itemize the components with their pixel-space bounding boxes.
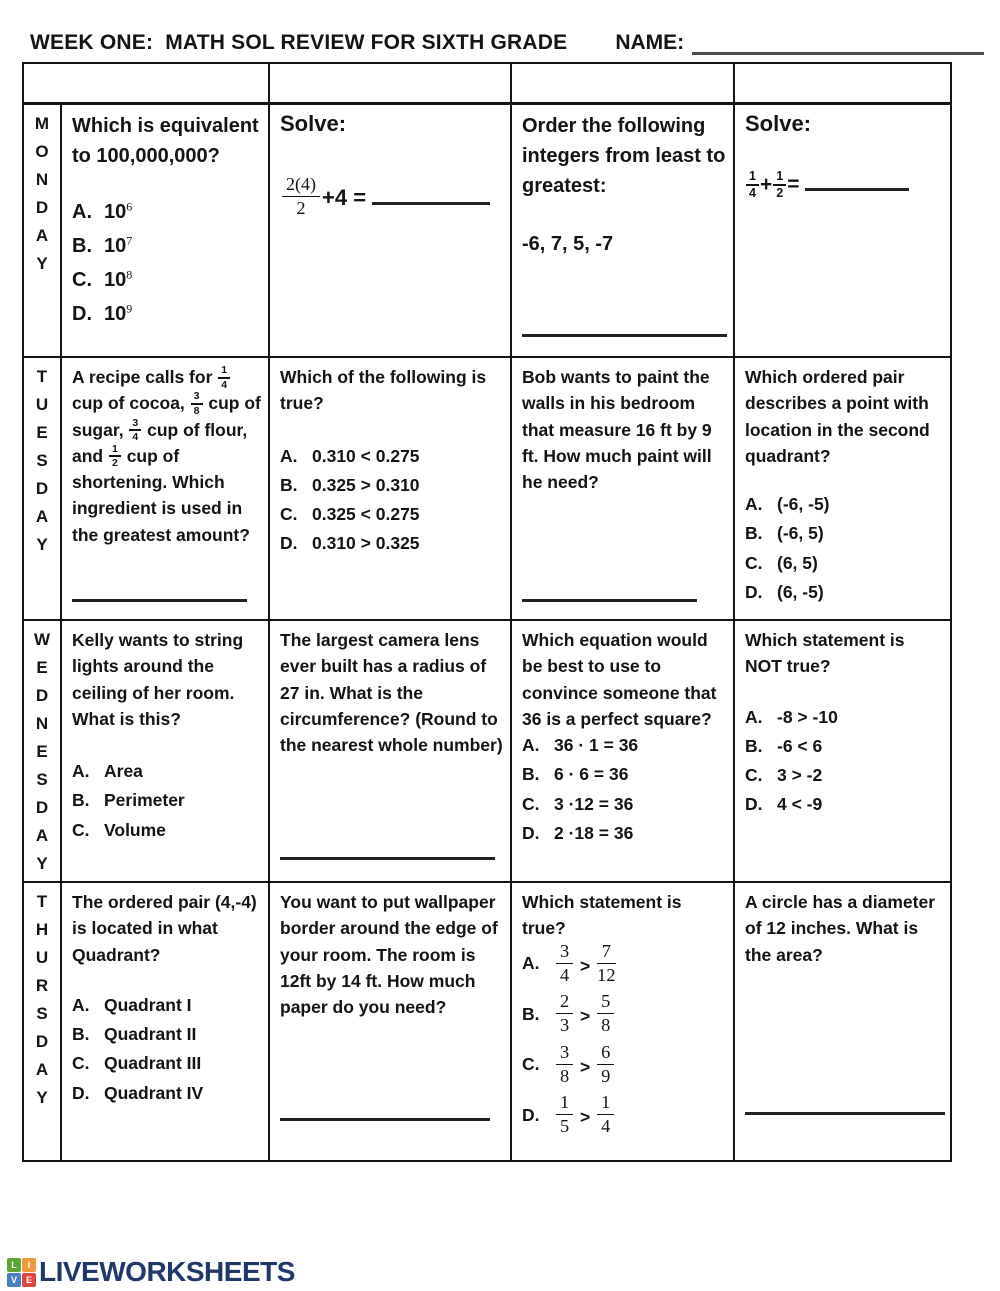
option-text: $\frac{1}{5}$ > $\frac{1}{4}$: [554, 1093, 616, 1137]
question-text: Solve:: [280, 111, 347, 136]
exponent: 8: [126, 267, 134, 282]
option-text: $10^9$: [104, 301, 134, 325]
fraction: $\frac{3}{8}$: [556, 1043, 573, 1087]
option-label: A.: [280, 445, 298, 466]
option: [745, 791, 943, 817]
day-letter: D: [35, 1032, 49, 1051]
option-label: D.: [280, 533, 298, 554]
option: [72, 1080, 261, 1106]
option-label: D.: [72, 303, 92, 325]
option-label: B.: [72, 1024, 90, 1044]
option-text: $\frac{2}{3}$ > $\frac{5}{8}$: [554, 992, 616, 1036]
fraction: $\frac{1}{5}$: [556, 1093, 573, 1137]
option: [745, 520, 943, 546]
brand-name: LIVEWORKSHEETS: [39, 1256, 295, 1287]
option-label: C.: [280, 504, 298, 524]
option-text: 6 · 6 = 36: [554, 764, 629, 785]
option-text: -6 < 6: [777, 735, 823, 756]
question-cell-monday-3: [512, 105, 735, 358]
question-cell-thursday-4: [735, 883, 952, 1162]
question-text: Order the following integers from least to greatest:: [522, 115, 726, 197]
answer-blank-row: [280, 1100, 503, 1124]
name-field: [615, 30, 984, 55]
question-text: Which of the following is true?: [280, 367, 487, 414]
day-letter: S: [36, 1004, 48, 1023]
option-label: B.: [522, 764, 540, 785]
day-letter: R: [35, 976, 49, 995]
option-text: 36 · 1 = 36: [554, 735, 639, 755]
question-text: $\frac{2(4)}{2}$ +4 =: [280, 175, 503, 218]
fraction: $\frac{3}{8}$: [191, 391, 203, 416]
option-label: B.: [72, 790, 90, 811]
name-label: NAME:: [615, 31, 685, 54]
question-text: -6, 7, 5, -7: [522, 233, 614, 255]
options-list: [745, 491, 943, 608]
option-label: A.: [745, 706, 763, 727]
option-text: 0.325 > 0.310: [312, 474, 420, 495]
options-list: [745, 704, 943, 821]
option: [280, 530, 503, 556]
option-text: 0.310 > 0.325: [312, 533, 420, 554]
option-text: (-6, -5): [777, 494, 830, 514]
option-label: A.: [72, 761, 90, 781]
option-text: $10^8$: [104, 267, 134, 291]
question-text: The largest camera lens ever built has a radius of 27 in. What is the circumference? (Round to the nearest whole number): [280, 630, 503, 755]
question-cell-wednesday-3: [512, 621, 735, 883]
option-label: C.: [745, 552, 763, 573]
day-letter: Y: [36, 254, 48, 273]
day-letter: Y: [36, 854, 48, 873]
spacer: [745, 137, 943, 167]
worksheet-table: [22, 62, 952, 1162]
option: [72, 197, 261, 227]
option-text: 3 > -2: [777, 765, 823, 785]
option-text: 0.325 < 0.275: [312, 504, 420, 524]
fraction: $\frac{7}{12}$: [597, 940, 616, 985]
day-label-monday: [24, 105, 62, 358]
day-letter: Y: [36, 535, 48, 554]
day-letter: D: [35, 198, 49, 217]
spacer: [280, 417, 503, 443]
day-letter: D: [35, 479, 49, 498]
options-list: [522, 732, 726, 849]
answer-blank[interactable]: [522, 581, 697, 602]
option-text: (6, -5): [777, 581, 824, 602]
header-empty-cell: [24, 64, 270, 105]
fraction: $\frac{2}{3}$: [556, 992, 573, 1036]
fraction: $\frac{2(4)}{2}$: [282, 175, 320, 218]
option-text: Volume: [104, 819, 166, 840]
question-cell-tuesday-1: [62, 358, 270, 621]
question-text: Solve:: [745, 111, 812, 136]
day-letter: A: [35, 507, 49, 526]
option-text: (-6, 5): [777, 523, 824, 544]
option: [72, 992, 261, 1018]
day-letter: N: [35, 170, 49, 189]
option-text: 3 ·12 = 36: [554, 793, 634, 814]
option-text: 0.310 < 0.275: [312, 445, 420, 466]
option-text: Quadrant I: [104, 994, 192, 1015]
question-cell-tuesday-2: [270, 358, 512, 621]
question-cell-tuesday-3: [512, 358, 735, 621]
question-text: Which ordered pair describes a point with location in the second quadrant?: [745, 367, 930, 466]
question-cell-monday-4: [735, 105, 952, 358]
option: [72, 817, 261, 843]
option-label: C.: [522, 793, 540, 814]
spacer: [72, 732, 261, 758]
day-letter: N: [35, 714, 49, 733]
option: [72, 299, 261, 329]
question-cell-wednesday-4: [735, 621, 952, 883]
option: [72, 787, 261, 813]
option: [745, 550, 943, 576]
answer-blank-row: [745, 1094, 943, 1118]
option: [522, 1093, 726, 1137]
option: [72, 1021, 261, 1047]
option: [522, 992, 726, 1036]
day-letter: O: [35, 142, 49, 161]
option-label: A.: [522, 735, 540, 755]
option: [72, 758, 261, 784]
option: [522, 942, 726, 986]
fraction: $\frac{1}{4}$: [218, 365, 230, 390]
answer-blank-row: [72, 581, 261, 605]
logo-square-i: I: [22, 1258, 36, 1272]
fraction: $\frac{3}{4}$: [556, 942, 573, 986]
worksheet-header: [30, 30, 970, 55]
options-list: [72, 758, 261, 846]
spacer: [745, 469, 943, 491]
answer-blank-row: [280, 839, 503, 863]
option-label: D.: [745, 794, 763, 815]
liveworksheets-logo-icon: [7, 1258, 36, 1287]
spacer: [280, 137, 503, 175]
option-text: Perimeter: [104, 790, 185, 811]
question-cell-thursday-1: [62, 883, 270, 1162]
option: [745, 491, 943, 517]
option-label: C.: [745, 765, 763, 785]
question-text: Which statement is true?: [522, 892, 682, 939]
spacer: [72, 171, 261, 197]
day-label-tuesday: [24, 358, 62, 621]
answer-blank-row: [522, 316, 726, 340]
option: [522, 791, 726, 817]
option: [72, 231, 261, 261]
day-letter: T: [36, 892, 48, 911]
day-letter: A: [35, 826, 49, 845]
header-empty-cell: [735, 64, 952, 105]
day-letter: E: [36, 658, 48, 677]
option-label: C.: [522, 1054, 540, 1075]
question-text: A recipe calls for $\frac{1}{4}$ cup of cocoa, $\frac{3}{8}$ cup of sugar, $\frac{3}{4}$ cup of flour, and $\frac{1}{2}$ cup of shortening. Which ingredient is used in the greatest amount?: [72, 364, 261, 545]
exponent: 6: [126, 199, 134, 214]
option-label: B.: [522, 1003, 540, 1024]
day-letter: A: [35, 1060, 49, 1079]
question-text: Which equation would be best to use to convince someone that 36 is a perfect square?: [522, 630, 717, 729]
day-letter: T: [36, 367, 48, 386]
question-text: Which statement is NOT true?: [745, 630, 905, 677]
day-letter: A: [35, 226, 49, 245]
fraction: $\frac{1}{4}$: [746, 170, 759, 199]
option-text: $10^7$: [104, 233, 134, 257]
option-label: C.: [72, 1053, 90, 1074]
spacer: [72, 968, 261, 992]
question-cell-thursday-2: [270, 883, 512, 1162]
day-letter: E: [36, 423, 48, 442]
options-list: [522, 942, 726, 1144]
option: [280, 443, 503, 469]
question-cell-monday-2: [270, 105, 512, 358]
fraction: $\frac{5}{8}$: [597, 992, 614, 1036]
fraction: $\frac{1}{4}$: [597, 1093, 614, 1137]
footer: [7, 1256, 295, 1288]
day-letter: H: [35, 920, 49, 939]
fraction: $\frac{3}{4}$: [129, 418, 141, 443]
option: [72, 265, 261, 295]
day-letter: E: [36, 742, 48, 761]
answer-blank[interactable]: [745, 1094, 945, 1115]
option-label: B.: [745, 523, 763, 544]
day-letter: W: [33, 630, 51, 649]
question-cell-wednesday-1: [62, 621, 270, 883]
spacer: [522, 201, 726, 229]
fraction: $\frac{6}{9}$: [597, 1043, 614, 1087]
option-text: Area: [104, 761, 143, 781]
option: [522, 761, 726, 787]
option: [522, 1043, 726, 1087]
option-label: C.: [72, 269, 92, 291]
option-text: -8 > -10: [777, 706, 838, 727]
exponent: 7: [126, 233, 134, 248]
option: [72, 1050, 261, 1076]
options-list: [72, 992, 261, 1109]
fraction: $\frac{1}{2}$: [773, 170, 786, 199]
option-label: D.: [72, 1082, 90, 1103]
question-text: Which is equivalent to 100,000,000?: [72, 115, 259, 167]
option-label: A.: [72, 994, 90, 1015]
question-text: Kelly wants to string lights around the ceiling of her room. What is this?: [72, 630, 244, 729]
logo-square-l: L: [7, 1258, 21, 1272]
fraction: $\frac{1}{2}$: [109, 444, 121, 469]
option-label: D.: [522, 822, 540, 843]
day-letter: Y: [36, 1088, 48, 1107]
option-label: A.: [522, 953, 540, 974]
question-text: $\frac{1}{4}$ + $\frac{1}{2}$ =: [745, 167, 943, 199]
option-text: $\frac{3}{8}$ > $\frac{6}{9}$: [554, 1043, 616, 1087]
option-label: C.: [72, 819, 90, 840]
option: [745, 579, 943, 605]
name-blank[interactable]: [692, 30, 984, 55]
answer-blank[interactable]: [280, 839, 495, 860]
day-letter: D: [35, 798, 49, 817]
option-label: D.: [745, 581, 763, 602]
option: [745, 762, 943, 788]
option-text: $10^6$: [104, 199, 134, 223]
option-text: Quadrant II: [104, 1024, 197, 1044]
question-text: Bob wants to paint the walls in his bedroom that measure 16 ft by 9 ft. How much paint will he need?: [522, 367, 712, 492]
option: [745, 733, 943, 759]
option-text: $\frac{3}{4}$ > $\frac{7}{12}$: [554, 942, 618, 986]
option-label: A.: [72, 201, 92, 223]
day-letter: S: [36, 770, 48, 789]
question-text: You want to put wallpaper border around the edge of your room. The room is 12ft by 14 ft. How much paper do you need?: [280, 892, 498, 1017]
option: [745, 704, 943, 730]
option: [522, 732, 726, 758]
day-letter: S: [36, 451, 48, 470]
option-label: D.: [522, 1104, 540, 1125]
header-empty-cell: [512, 64, 735, 105]
option-text: Quadrant III: [104, 1053, 202, 1074]
question-text: A circle has a diameter of 12 inches. What is the area?: [745, 892, 936, 965]
option-label: B.: [72, 235, 92, 257]
question-cell-thursday-3: [512, 883, 735, 1162]
day-letter: U: [35, 395, 49, 414]
option-text: 4 < -9: [777, 794, 823, 815]
answer-blank[interactable]: [72, 581, 247, 602]
day-label-wednesday: [24, 621, 62, 883]
logo-square-v: V: [7, 1273, 21, 1287]
option: [280, 501, 503, 527]
day-letter: M: [34, 114, 50, 133]
option-text: Quadrant IV: [104, 1082, 204, 1103]
options-list: [280, 443, 503, 560]
option-text: (6, 5): [777, 552, 818, 573]
question-cell-tuesday-4: [735, 358, 952, 621]
day-letter: D: [35, 686, 49, 705]
answer-blank-row: [522, 581, 726, 605]
exponent: 9: [126, 301, 134, 316]
question-text: The ordered pair (4,-4) is located in what Quadrant?: [72, 892, 257, 965]
question-cell-wednesday-2: [270, 621, 512, 883]
answer-blank[interactable]: [522, 316, 727, 337]
option: [522, 820, 726, 846]
day-letter: U: [35, 948, 49, 967]
option: [280, 472, 503, 498]
question-cell-monday-1: [62, 105, 270, 358]
logo-square-e: E: [22, 1273, 36, 1287]
option-label: B.: [745, 735, 763, 756]
answer-blank[interactable]: [805, 167, 909, 191]
page-title: WEEK ONE: MATH SOL REVIEW FOR SIXTH GRADE: [30, 31, 568, 54]
option-label: A.: [745, 494, 763, 514]
option-label: B.: [280, 474, 298, 495]
spacer: [745, 680, 943, 704]
answer-blank[interactable]: [280, 1100, 490, 1121]
answer-blank[interactable]: [372, 180, 490, 205]
options-list: [72, 197, 261, 333]
header-empty-cell: [270, 64, 512, 105]
option-text: 2 ·18 = 36: [554, 822, 634, 843]
day-label-thursday: [24, 883, 62, 1162]
